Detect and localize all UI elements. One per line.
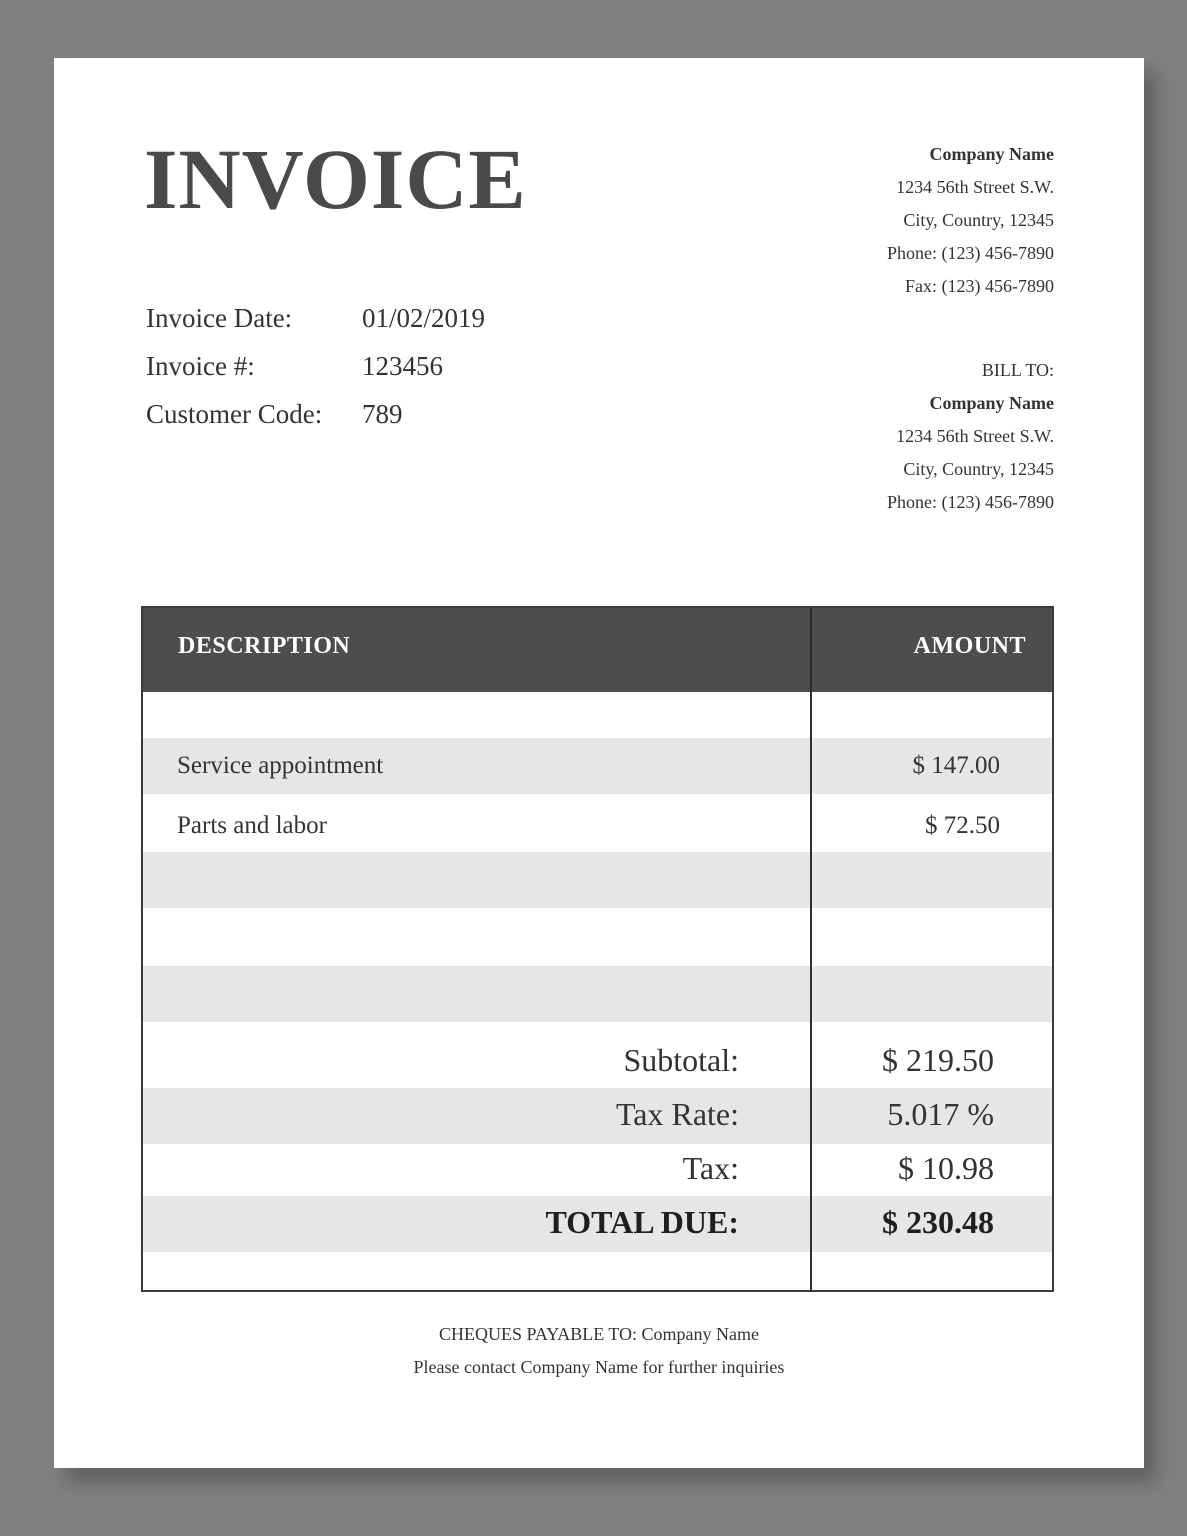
item-amount: $ 72.50: [925, 812, 1000, 839]
company-street: 1234 56th Street S.W.: [896, 177, 1054, 197]
invoice-footer: [54, 1318, 1144, 1384]
bill-to-label: BILL TO:: [981, 360, 1054, 380]
bill-to-phone: Phone: (123) 456-7890: [887, 492, 1054, 512]
row-stripe: [143, 966, 1052, 1022]
tax-rate-value: 5.017 %: [887, 1096, 994, 1132]
company-address-block: [887, 138, 1054, 303]
tax-label: Tax:: [682, 1150, 739, 1186]
subtotal-label: Subtotal:: [623, 1042, 739, 1078]
bill-to-name: Company Name: [929, 393, 1054, 413]
company-name: Company Name: [929, 144, 1054, 164]
invoice-meta: [146, 294, 485, 438]
invoice-date-value: 01/02/2019: [362, 303, 486, 333]
subtotal-value: $ 219.50: [882, 1042, 994, 1078]
customer-code-value: 789: [362, 399, 403, 429]
company-fax: Fax: (123) 456-7890: [905, 276, 1054, 296]
item-description: Service appointment: [177, 752, 384, 779]
invoice-title: INVOICE: [144, 131, 527, 227]
invoice-table: [141, 606, 1054, 1292]
meta-row-number: [146, 342, 485, 390]
item-description: Parts and labor: [177, 812, 327, 839]
item-amount: $ 147.00: [912, 752, 1000, 779]
customer-code-label: Customer Code:: [146, 399, 323, 429]
invoice-page: [54, 58, 1144, 1468]
invoice-date-label: Invoice Date:: [146, 303, 293, 333]
total-due-label: TOTAL DUE:: [545, 1204, 739, 1240]
tax-rate-label: Tax Rate:: [615, 1096, 739, 1132]
table-header: [143, 608, 1052, 692]
amount-header: AMOUNT: [913, 633, 1026, 659]
meta-row-date: [146, 294, 485, 342]
description-header: DESCRIPTION: [178, 633, 351, 659]
company-phone: Phone: (123) 456-7890: [887, 243, 1054, 263]
invoice-number-value: 123456: [362, 351, 443, 381]
total-due-value: $ 230.48: [882, 1204, 994, 1240]
invoice-number-label: Invoice #:: [146, 351, 255, 381]
bill-to-block: [887, 354, 1054, 519]
contact-note: Please contact Company Name for further inquiries: [413, 1357, 785, 1377]
tax-value: $ 10.98: [898, 1150, 994, 1186]
cheques-payable-note: CHEQUES PAYABLE TO: Company Name: [438, 1324, 760, 1344]
row-stripe: [143, 852, 1052, 908]
column-divider: [810, 608, 812, 1290]
company-city: City, Country, 12345: [903, 210, 1054, 230]
bill-to-city: City, Country, 12345: [903, 459, 1054, 479]
bill-to-street: 1234 56th Street S.W.: [896, 426, 1054, 446]
meta-row-customer: [146, 390, 485, 438]
